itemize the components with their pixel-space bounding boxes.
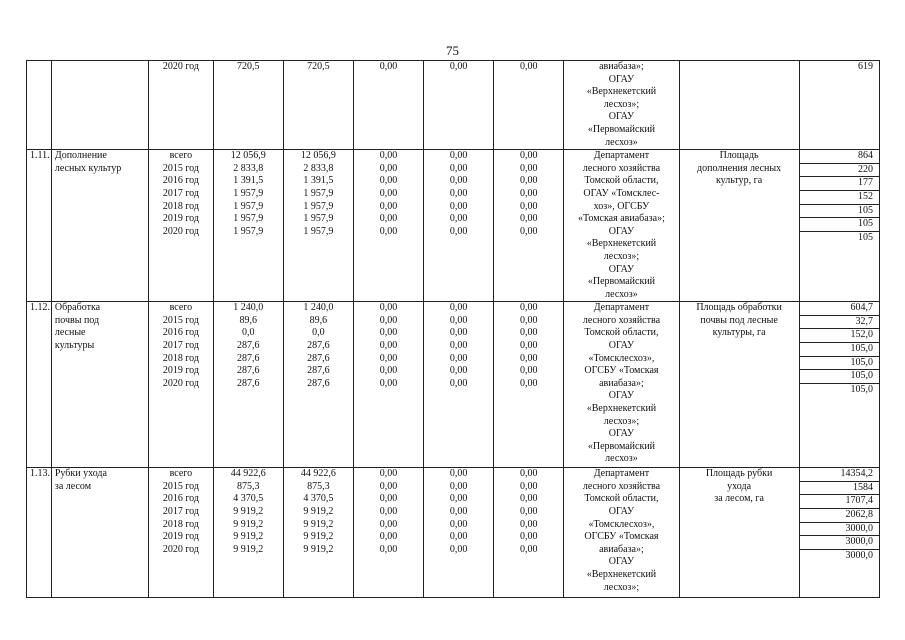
measure-name-line: Рубки ухода <box>54 468 107 480</box>
indicator-cell <box>679 302 799 468</box>
indicator-line: ухода <box>727 480 752 492</box>
row-number-cell: 1.12. <box>27 302 52 468</box>
row-number-cell: 1.11. <box>27 150 52 302</box>
indicator-value-line: 3000,0 <box>845 549 873 561</box>
executor-line: «Верхнекетский <box>586 403 657 415</box>
executor-line: «Верхнекетский <box>586 86 657 98</box>
year-line: всего <box>169 468 193 480</box>
total-funding-line: 1 957,9 <box>233 200 264 212</box>
year-cell: 2020 год <box>149 61 213 150</box>
year-cell <box>149 302 213 468</box>
executor-line: Томской области, <box>584 175 659 187</box>
total-funding-cell <box>213 302 283 468</box>
executor-line: «Томсклесхоз», <box>588 352 655 364</box>
other-funding-line: 0,00 <box>519 150 538 162</box>
other-funding-cell: 0,00 <box>494 61 564 150</box>
executor-line: лесхоз»; <box>603 250 640 262</box>
executor-cell <box>564 302 679 468</box>
regional-funding-line: 0,00 <box>379 506 398 518</box>
federal-funding-line: 9 919,2 <box>303 506 334 518</box>
other-funding-line: 0,00 <box>519 377 538 389</box>
federal-funding-cell <box>283 468 353 598</box>
federal-funding-line: 1 957,9 <box>303 200 334 212</box>
indicator-line: культуры, га <box>712 327 766 339</box>
total-funding-cell <box>213 150 283 302</box>
indicator-value-line: 864 <box>800 150 879 164</box>
indicator-value-line: 3000,0 <box>800 523 879 537</box>
measure-name-line: Дополнение <box>54 150 107 162</box>
indicator-value-line: 105,0 <box>800 343 879 357</box>
executor-line: ОГАУ <box>608 111 635 123</box>
federal-funding-line: 89,6 <box>309 314 328 326</box>
executor-line: «Томсклесхоз», <box>588 518 655 530</box>
indicator-value-cell <box>799 468 879 598</box>
federal-funding-line: 0,0 <box>312 327 325 339</box>
other-funding-line: 0,00 <box>519 302 538 314</box>
regional-funding-line: 0,00 <box>379 150 398 162</box>
local-funding-cell <box>424 302 494 468</box>
federal-funding-line: 9 919,2 <box>303 518 334 530</box>
indicator-value-line: 3000,0 <box>800 536 879 550</box>
regional-funding-line: 0,00 <box>379 543 398 555</box>
regional-funding-cell <box>353 302 423 468</box>
year-line: 2018 год <box>162 518 199 530</box>
total-funding-line: 4 370,5 <box>233 493 264 505</box>
indicator-line: почвы под лесные <box>700 314 778 326</box>
measure-name-cell <box>51 61 148 150</box>
executor-line: «Верхнекетский <box>586 238 657 250</box>
other-funding-line: 0,00 <box>519 213 538 225</box>
total-funding-line: 287,6 <box>236 365 260 377</box>
year-line: 2015 год <box>162 162 199 174</box>
indicator-value-line: 105,0 <box>800 357 879 371</box>
year-line: 2019 год <box>162 213 199 225</box>
measure-name-line: почвы под <box>54 314 100 326</box>
indicator-value-line: 152 <box>800 191 879 205</box>
total-funding-line: 287,6 <box>236 340 260 352</box>
other-funding-line: 0,00 <box>519 531 538 543</box>
local-funding-line: 0,00 <box>449 314 468 326</box>
indicator-line: Площадь рубки <box>705 468 773 480</box>
executor-cell <box>564 61 679 150</box>
executor-line: авиабаза»; <box>599 377 644 389</box>
local-funding-line: 0,00 <box>449 162 468 174</box>
local-funding-line: 0,00 <box>449 493 468 505</box>
measure-name-line: лесных культур <box>54 162 122 174</box>
year-line: 2019 год <box>162 531 199 543</box>
regional-funding-line: 0,00 <box>379 314 398 326</box>
local-funding-line: 0,00 <box>449 327 468 339</box>
year-cell <box>149 468 213 598</box>
federal-funding-line: 287,6 <box>307 352 330 364</box>
total-funding-line: 1 957,9 <box>233 225 264 237</box>
continuation-row <box>27 61 880 150</box>
total-funding-line: 287,6 <box>236 352 260 364</box>
regional-funding-line: 0,00 <box>379 468 398 480</box>
executor-line: Томской области, <box>584 327 659 339</box>
measure-name-cell <box>51 150 148 302</box>
row-number-cell <box>27 61 52 150</box>
other-funding-line: 0,00 <box>519 340 538 352</box>
executor-line: ОГАУ <box>608 428 635 440</box>
executor-line: лесхоз»; <box>603 415 640 427</box>
executor-line: «Верхнекетский <box>586 569 657 581</box>
other-funding-line: 0,00 <box>519 225 538 237</box>
executor-line: Томской области, <box>584 493 659 505</box>
total-funding-cell: 720,5 <box>213 61 283 150</box>
total-funding-line: 875,3 <box>236 480 260 492</box>
regional-funding-line: 0,00 <box>379 327 398 339</box>
total-funding-cell <box>213 468 283 598</box>
regional-funding-cell <box>353 468 423 598</box>
total-funding-line: 12 056,9 <box>230 150 266 162</box>
federal-funding-line: 1 957,9 <box>303 225 334 237</box>
federal-funding-line: 44 922,6 <box>300 468 336 480</box>
measure-name-cell <box>51 302 148 468</box>
local-funding-line: 0,00 <box>449 302 468 314</box>
other-funding-line: 0,00 <box>519 314 538 326</box>
federal-funding-line: 287,6 <box>307 340 330 352</box>
federal-funding-line: 1 391,5 <box>303 175 334 187</box>
indicator-cell <box>679 150 799 302</box>
regional-funding-line: 0,00 <box>379 187 398 199</box>
regional-funding-line: 0,00 <box>379 162 398 174</box>
executor-line: ОГСБУ «Томская <box>584 531 659 543</box>
other-funding-line: 0,00 <box>519 468 538 480</box>
total-funding-line: 9 919,2 <box>233 531 264 543</box>
year-line: 2017 год <box>162 187 199 199</box>
federal-funding-line: 2 833,8 <box>303 162 334 174</box>
indicator-value-cell <box>799 302 879 468</box>
indicator-value-line: 604,7 <box>800 302 879 316</box>
year-line: 2017 год <box>162 340 199 352</box>
year-line: 2018 год <box>162 352 199 364</box>
local-funding-line: 0,00 <box>449 543 468 555</box>
executor-line: ОГАУ <box>608 225 635 237</box>
federal-funding-cell <box>283 302 353 468</box>
executor-cell <box>564 468 679 598</box>
other-funding-cell <box>494 150 564 302</box>
other-funding-line: 0,00 <box>519 200 538 212</box>
year-line: 2018 год <box>162 200 199 212</box>
indicator-value-line: 177 <box>800 177 879 191</box>
indicator-line: за лесом, га <box>714 493 764 505</box>
executor-line: «Первомайский <box>587 440 656 452</box>
total-funding-line: 1 957,9 <box>233 187 264 199</box>
total-funding-line: 9 919,2 <box>233 518 264 530</box>
other-funding-cell <box>494 468 564 598</box>
regional-funding-line: 0,00 <box>379 302 398 314</box>
other-funding-line: 0,00 <box>519 480 538 492</box>
other-funding-line: 0,00 <box>519 543 538 555</box>
year-line: всего <box>169 150 193 162</box>
regional-funding-cell: 0,00 <box>353 61 423 150</box>
other-funding-line: 0,00 <box>519 175 538 187</box>
local-funding-line: 0,00 <box>449 352 468 364</box>
regional-funding-line: 0,00 <box>379 340 398 352</box>
year-cell <box>149 150 213 302</box>
measure-section-row <box>27 302 880 468</box>
executor-line: Департамент <box>593 468 650 480</box>
indicator-line: дополнения лесных <box>697 162 782 174</box>
local-funding-line: 0,00 <box>449 365 468 377</box>
local-funding-line: 0,00 <box>449 480 468 492</box>
year-line: 2016 год <box>162 493 199 505</box>
total-funding-line: 1 240,0 <box>233 302 264 314</box>
federal-funding-cell: 720,5 <box>283 61 353 150</box>
executor-cell <box>564 150 679 302</box>
indicator-value-line: 2062,8 <box>800 509 879 523</box>
indicator-value-line: 220 <box>800 164 879 178</box>
indicator-value-line: 1707,4 <box>800 495 879 509</box>
other-funding-line: 0,00 <box>519 518 538 530</box>
federal-funding-line: 9 919,2 <box>303 543 334 555</box>
federal-funding-line: 1 957,9 <box>303 213 334 225</box>
local-funding-cell <box>424 468 494 598</box>
other-funding-line: 0,00 <box>519 162 538 174</box>
year-line: 2020 год <box>162 377 199 389</box>
executor-line: ОГАУ «Томсклес- <box>583 187 660 199</box>
executor-line: ОГАУ <box>608 556 635 568</box>
local-funding-line: 0,00 <box>449 200 468 212</box>
federal-funding-line: 12 056,9 <box>300 150 336 162</box>
regional-funding-line: 0,00 <box>379 493 398 505</box>
executor-line: Департамент <box>593 302 650 314</box>
year-line: 2020 год <box>162 225 199 237</box>
regional-funding-line: 0,00 <box>379 200 398 212</box>
local-funding-line: 0,00 <box>449 150 468 162</box>
federal-funding-line: 9 919,2 <box>303 531 334 543</box>
executor-line: лесхоз» <box>605 453 638 465</box>
measure-section-row <box>27 150 880 302</box>
total-funding-line: 44 922,6 <box>230 468 266 480</box>
local-funding-cell <box>424 150 494 302</box>
indicator-value-line: 32,7 <box>800 316 879 330</box>
measure-name-line: Обработка <box>54 302 101 314</box>
executor-line: ОГСБУ «Томская <box>584 365 659 377</box>
regional-funding-line: 0,00 <box>379 213 398 225</box>
indicator-line: Площадь обработки <box>696 302 782 314</box>
total-funding-line: 2 833,8 <box>233 162 264 174</box>
year-line: 2015 год <box>162 480 199 492</box>
measure-name-line: за лесом <box>54 480 92 492</box>
indicator-line: культур, га <box>715 175 763 187</box>
local-funding-line: 0,00 <box>449 531 468 543</box>
indicator-value-line: 105 <box>800 205 879 219</box>
local-funding-line: 0,00 <box>449 377 468 389</box>
measure-section-row <box>27 468 880 598</box>
year-line: 2017 год <box>162 506 199 518</box>
regional-funding-line: 0,00 <box>379 480 398 492</box>
executor-line: авиабаза»; <box>599 61 644 72</box>
year-line: 2020 год <box>162 543 199 555</box>
indicator-value-line: 14354,2 <box>800 468 879 482</box>
regional-funding-line: 0,00 <box>379 175 398 187</box>
executor-line: «Первомайский <box>587 276 656 288</box>
indicator-value-line: 105,0 <box>800 370 879 384</box>
federal-funding-line: 875,3 <box>307 480 330 492</box>
executor-line: лесного хозяйства <box>582 480 661 492</box>
local-funding-line: 0,00 <box>449 225 468 237</box>
other-funding-line: 0,00 <box>519 493 538 505</box>
indicator-cell <box>679 468 799 598</box>
indicator-line: Площадь <box>719 150 759 162</box>
executor-line: ОГАУ <box>608 390 635 402</box>
local-funding-line: 0,00 <box>449 506 468 518</box>
total-funding-line: 1 391,5 <box>233 175 264 187</box>
total-funding-line: 89,6 <box>239 314 257 326</box>
other-funding-line: 0,00 <box>519 506 538 518</box>
measure-name-line: культуры <box>54 340 95 352</box>
federal-funding-line: 1 240,0 <box>303 302 334 314</box>
executor-line: ОГАУ <box>608 263 635 275</box>
indicator-value-cell <box>799 150 879 302</box>
regional-funding-line: 0,00 <box>379 225 398 237</box>
executor-line: лесного хозяйства <box>582 314 661 326</box>
indicator-value-line: 152,0 <box>800 329 879 343</box>
executor-line: лесхоз» <box>605 136 638 148</box>
executor-line: хоз», ОГСБУ <box>593 200 650 212</box>
federal-funding-line: 4 370,5 <box>303 493 334 505</box>
regional-funding-line: 0,00 <box>379 531 398 543</box>
indicator-value-line: 105 <box>800 218 879 232</box>
measure-name-line: лесные <box>54 327 86 339</box>
executor-line: ОГАУ <box>608 340 635 352</box>
regional-funding-line: 0,00 <box>379 518 398 530</box>
total-funding-line: 287,6 <box>236 377 260 389</box>
year-line: всего <box>169 302 193 314</box>
other-funding-line: 0,00 <box>519 327 538 339</box>
total-funding-line: 9 919,2 <box>233 506 264 518</box>
executor-line: «Первомайский <box>587 123 656 135</box>
executor-line: авиабаза»; <box>599 543 644 555</box>
total-funding-line: 0,0 <box>241 327 255 339</box>
local-funding-line: 0,00 <box>449 340 468 352</box>
indicator-value-line: 105 <box>858 231 873 243</box>
regional-funding-line: 0,00 <box>379 377 398 389</box>
indicator-value-cell: 619 <box>799 61 879 150</box>
page-number: 75 <box>446 43 459 58</box>
year-line: 2016 год <box>162 327 199 339</box>
year-line: 2019 год <box>162 365 199 377</box>
regional-funding-cell <box>353 150 423 302</box>
year-line: 2015 год <box>162 314 199 326</box>
year-line: 2016 год <box>162 175 199 187</box>
executor-line: «Томская авиабаза»; <box>578 213 665 225</box>
other-funding-cell <box>494 302 564 468</box>
other-funding-line: 0,00 <box>519 352 538 364</box>
federal-funding-line: 287,6 <box>307 365 330 377</box>
executor-line: ОГАУ <box>608 506 635 518</box>
local-funding-line: 0,00 <box>449 187 468 199</box>
measure-name-cell <box>51 468 148 598</box>
local-funding-line: 0,00 <box>449 175 468 187</box>
indicator-value-line: 105,0 <box>850 383 873 395</box>
local-funding-cell: 0,00 <box>424 61 494 150</box>
local-funding-line: 0,00 <box>449 213 468 225</box>
row-number-cell: 1.13. <box>27 468 52 598</box>
other-funding-line: 0,00 <box>519 365 538 377</box>
indicator-cell <box>679 61 799 150</box>
executor-line: ОГАУ <box>608 73 635 85</box>
total-funding-line: 1 957,9 <box>233 213 264 225</box>
local-funding-line: 0,00 <box>449 518 468 530</box>
federal-funding-line: 1 957,9 <box>303 187 334 199</box>
local-funding-line: 0,00 <box>449 468 468 480</box>
regional-funding-line: 0,00 <box>379 365 398 377</box>
executor-line: лесхоз» <box>605 288 638 300</box>
executor-line: Департамент <box>593 150 650 162</box>
executor-line: лесхоз»; <box>603 98 640 110</box>
indicator-value-line: 1584 <box>800 482 879 496</box>
executor-line: лесхоз»; <box>603 581 640 593</box>
other-funding-line: 0,00 <box>519 187 538 199</box>
regional-funding-line: 0,00 <box>379 352 398 364</box>
forestry-program-table <box>26 60 880 598</box>
federal-funding-cell <box>283 150 353 302</box>
federal-funding-line: 287,6 <box>307 377 330 389</box>
total-funding-line: 9 919,2 <box>233 543 264 555</box>
executor-line: лесного хозяйства <box>582 162 661 174</box>
